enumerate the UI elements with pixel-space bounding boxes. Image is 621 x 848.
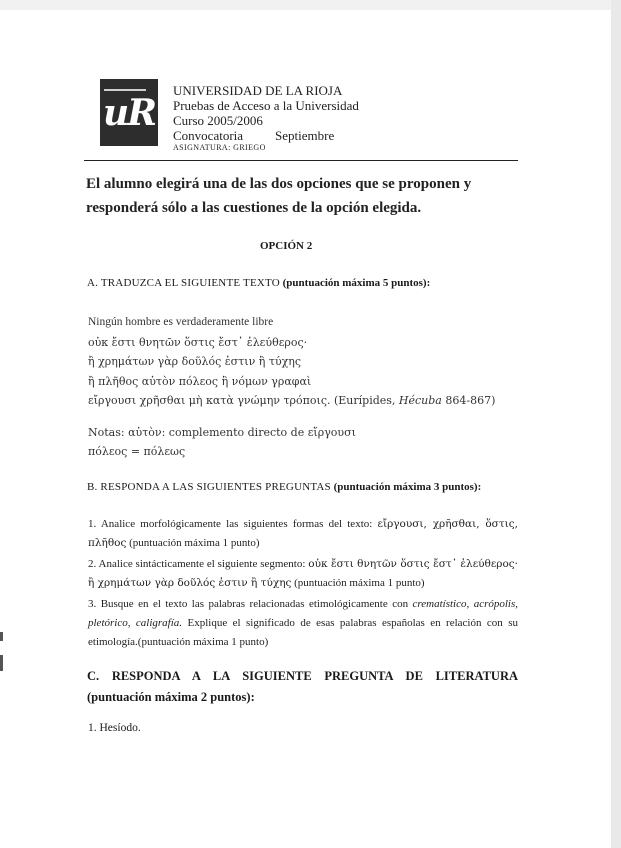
university-logo [100, 79, 158, 146]
scan-edge-right [611, 0, 621, 848]
section-c-title: C. RESPONDA A LA SIGUIENTE PREGUNTA DE LITERATURA (puntuación máxima 2 puntos): [87, 669, 518, 704]
passage-line: οὐκ ἔστι θνητῶν ὅστις ἔστ᾽ ἐλεύθερος· [88, 335, 308, 349]
question-list [88, 515, 518, 654]
section-a-heading: A. TRADUZCA EL SIGUIENTE TEXTO [87, 277, 280, 289]
convocatoria-label: Convocatoria [173, 128, 244, 143]
section-b-title [87, 481, 481, 493]
note-1-term: αὐτὸν: [128, 426, 166, 439]
exam-name: Pruebas de Acceso a la Universidad [173, 98, 359, 113]
scan-edge-top [0, 0, 621, 10]
question-3-rest: Explique el significado de esas palabras españolas en relación con su etimología.(puntuación máxima 1 punto) [88, 617, 519, 648]
note-1 [88, 423, 356, 442]
exam-instruction: El alumno elegirá una de las dos opciones que se proponen y responderá sólo a las cuestiones de la opción elegida. [86, 176, 472, 216]
logo-stripe [104, 89, 146, 91]
course-year: Curso 2005/2006 [173, 113, 263, 128]
note-2-text: = πόλεως [130, 445, 186, 458]
question-2 [88, 555, 518, 593]
section-a-title [87, 277, 430, 289]
passage-line: εἴργουσι χρῆσθαι μὴ κατὰ γνώμην τρόποις. [88, 394, 331, 407]
university-name: UNIVERSIDAD DE LA RIOJA [173, 83, 343, 98]
passage-heading: Ningún hombre es verdaderamente libre [88, 316, 274, 328]
question-1-text: 1. Analice morfológicamente las siguientes formas del texto: [88, 518, 373, 530]
scan-mark [0, 632, 3, 641]
passage-line: ἢ πλῆθος αὐτὸν πόλεος ἢ νόμων γραφαὶ [88, 374, 312, 388]
question-1-greek: εἴργουσι, χρῆσθαι, ὅστις, πλῆθος [88, 518, 518, 549]
section-a-points: (puntuación máxima 5 puntos): [282, 277, 431, 289]
subject-label: ASIGNATURA: GRIEGO [173, 143, 266, 152]
scan-mark [0, 655, 3, 671]
note-2 [88, 442, 356, 461]
header-divider [84, 160, 518, 161]
question-3 [88, 595, 518, 652]
translation-notes [88, 423, 356, 461]
question-2-greek: οὐκ ἔστι θνητῶν ὅστις ἔστ᾽ ἐλεύθερος· ἢ χρημάτων γὰρ δοῦλός ἐστιν ἢ τύχης [88, 558, 518, 589]
exam-header [173, 83, 359, 153]
question-2-points: (puntuación máxima 1 punto) [294, 577, 425, 589]
question-1 [88, 515, 518, 553]
section-c-question: 1. Hesíodo. [88, 722, 141, 734]
section-b-heading: B. RESPONDA A LAS SIGUIENTES PREGUNTAS [87, 481, 331, 493]
section-b-points: (puntuación máxima 3 puntos): [333, 481, 482, 493]
passage-line-last [88, 391, 495, 411]
passage-line: ἢ χρημάτων γὰρ δοῦλός ἐστιν ἢ τύχης [88, 355, 302, 368]
question-2-text: 2. Analice sintácticamente el siguiente segmento: [88, 558, 306, 570]
citation-post: 864-867) [441, 394, 496, 407]
question-3-words: crematístico, acrópolis, pletórico, caligrafía. [88, 598, 518, 629]
notes-label: Notas: [88, 426, 125, 439]
question-1-points: (puntuación máxima 1 punto) [129, 537, 260, 549]
convocatoria-value: Septiembre [275, 128, 335, 143]
logo-monogram: uR [102, 92, 156, 134]
note-1-text: complemento directo de εἴργουσι [168, 426, 356, 439]
option-title: OPCIÓN 2 [260, 240, 313, 252]
question-3-text: 3. Busque en el texto las palabras relacionadas etimológicamente con [88, 598, 409, 610]
convocatoria-line [173, 128, 359, 143]
citation-work: Hécuba [398, 394, 442, 407]
citation-pre: (Eurípides, [333, 394, 399, 407]
greek-passage [88, 313, 495, 411]
note-2-term: πόλεος [88, 445, 128, 458]
